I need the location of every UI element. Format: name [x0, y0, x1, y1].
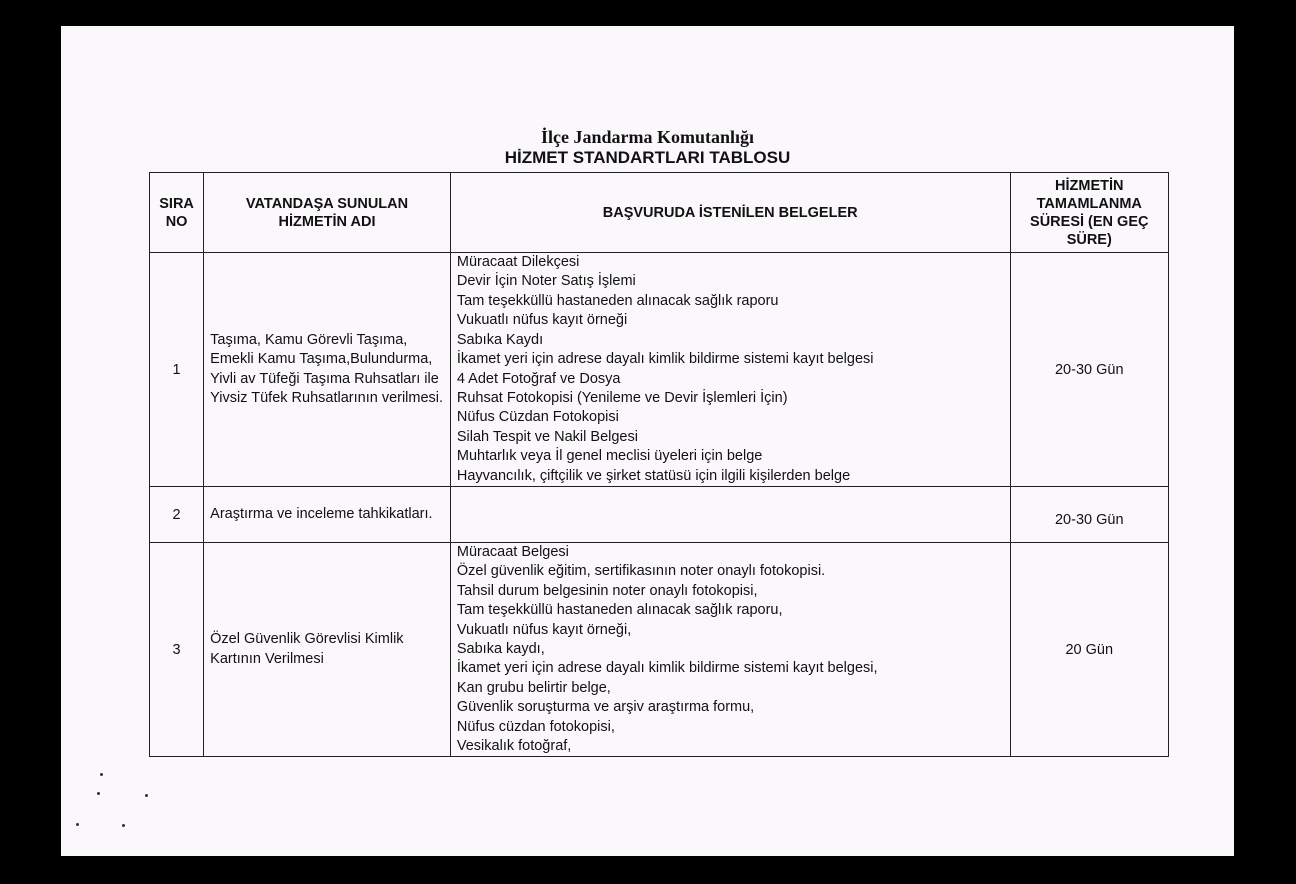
required-documents — [450, 487, 1010, 543]
document-item: Güvenlik soruşturma ve arşiv araştırma formu, — [456, 699, 755, 716]
document-item: Vukuatlı nüfus kayıt örneği, — [456, 621, 632, 638]
service-name: Taşıma, Kamu Görevli Taşıma, Emekli Kamu Taşıma,Bulundurma, Yivli av Tüfeği Taşıma Ruhsatları ile Yivsiz Tüfek Ruhsatlarının verilmesi. — [204, 253, 451, 487]
table-title: HİZMET STANDARTLARI TABLOSU — [504, 148, 791, 167]
document-item: 4 Adet Fotoğraf ve Dosya — [456, 370, 621, 387]
office-title: İlçe Jandarma Komutanlığı — [540, 127, 754, 147]
required-documents — [450, 543, 1010, 757]
document-item: Nüfus Cüzdan Fotokopisi — [456, 409, 619, 426]
document-item: Müracaat Belgesi — [456, 544, 569, 560]
document-item: İkamet yeri için adrese dayalı kimlik bildirme sistemi kayıt belgesi — [456, 351, 874, 368]
document-item: Hayvancılık, çiftçilik ve şirket statüsü için ilgili kişilerden belge — [456, 467, 851, 484]
completion-time: 20 Gün — [1010, 543, 1168, 757]
document-item: Tahsil durum belgesinin noter onaylı fotokopisi, — [456, 582, 758, 599]
document-item: Tam teşekküllü hastaneden alınacak sağlık raporu, — [456, 602, 783, 619]
document-item: İkamet yeri için adrese dayalı kimlik bildirme sistemi kayıt belgesi, — [456, 660, 878, 677]
document-item: Devir İçin Noter Satış İşlemi — [456, 273, 636, 290]
table-header-row — [150, 173, 1169, 253]
service-name: Araştırma ve inceleme tahkikatları. — [204, 487, 451, 543]
document-item: Kan grubu belirtir belge, — [456, 679, 611, 696]
scanned-page — [61, 26, 1234, 856]
column-header-no: SIRA NO — [150, 173, 204, 253]
row-number: 1 — [150, 253, 204, 487]
column-header-duration: HİZMETİN TAMAMLANMA SÜRESİ (EN GEÇ SÜRE) — [1010, 173, 1168, 253]
document-item: Vesikalık fotoğraf, — [456, 738, 572, 755]
document-item: Vukuatlı nüfus kayıt örneği — [456, 312, 628, 329]
table-row — [150, 253, 1169, 487]
row-number: 2 — [150, 487, 204, 543]
table-row — [150, 543, 1169, 757]
completion-time: 20-30 Gün — [1010, 253, 1168, 487]
column-header-service: VATANDAŞA SUNULAN HİZMETİN ADI — [204, 173, 451, 253]
document-item: Nüfus cüzdan fotokopisi, — [456, 718, 615, 735]
completion-time: 20-30 Gün — [1010, 487, 1168, 543]
document-item: Özel güvenlik eğitim, sertifikasının noter onaylı fotokopisi. — [456, 563, 826, 580]
document-item: Ruhsat Fotokopisi (Yenileme ve Devir İşlemleri İçin) — [456, 389, 788, 406]
required-documents — [450, 253, 1010, 487]
service-name: Özel Güvenlik Görevlisi Kimlik Kartının Verilmesi — [204, 543, 451, 757]
document-item: Sabıka kaydı, — [456, 641, 545, 658]
document-item: Silah Tespit ve Nakil Belgesi — [456, 428, 638, 445]
document-item: Müracaat Dilekçesi — [456, 254, 580, 271]
document-item: Sabıka Kaydı — [456, 331, 544, 348]
service-standards-table — [149, 172, 1169, 757]
document-item: Tam teşekküllü hastaneden alınacak sağlık raporu — [456, 292, 779, 309]
table-row — [150, 487, 1169, 543]
column-header-documents: BAŞVURUDA İSTENİLEN BELGELER — [450, 173, 1010, 253]
row-number: 3 — [150, 543, 204, 757]
document-item: Muhtarlık veya İl genel meclisi üyeleri için belge — [456, 448, 763, 465]
